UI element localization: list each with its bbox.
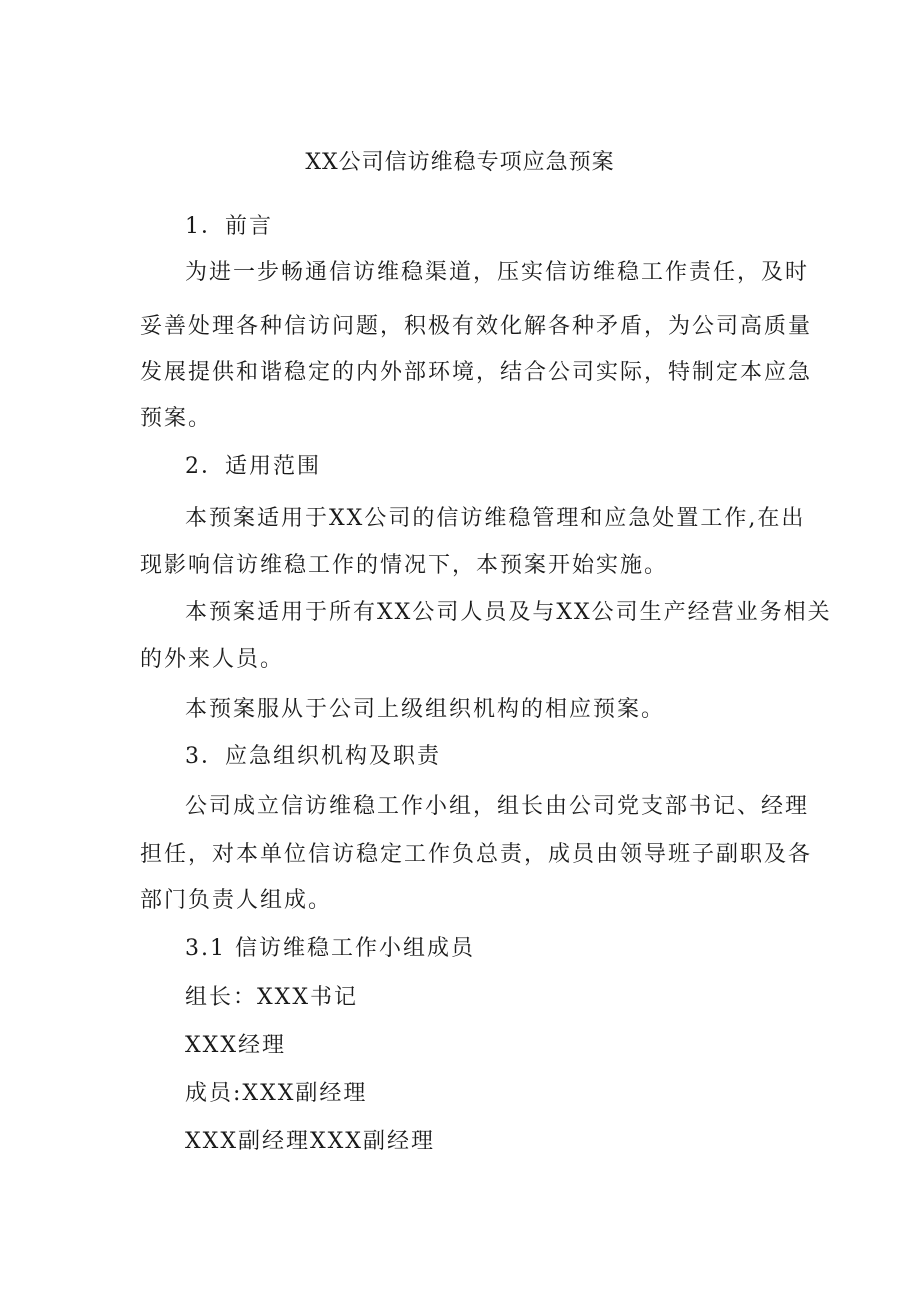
section-heading-1: 1．前言 — [185, 214, 273, 239]
member-line: XXX经理 — [185, 1033, 286, 1058]
member-line: 成员:XXX副经理 — [185, 1081, 368, 1106]
paragraph-line: 妥善处理各种信访问题，积极有效化解各种矛盾，为公司高质量 — [140, 314, 813, 339]
paragraph-line: 部门负责人组成。 — [140, 888, 333, 913]
paragraph-line: 的外来人员。 — [140, 647, 285, 672]
paragraph-line: 本预案服从于公司上级组织机构的相应预案。 — [185, 697, 666, 722]
paragraph-line: 本预案适用于所有XX公司人员及与XX公司生产经营业务相关 — [185, 600, 832, 625]
section-heading-3: 3．应急组织机构及职责 — [185, 744, 441, 769]
paragraph-line: 担任，对本单位信访稳定工作负总责，成员由领导班子副职及各 — [140, 842, 813, 867]
paragraph-line: 公司成立信访维稳工作小组，组长由公司党支部书记、经理 — [185, 794, 810, 819]
paragraph-line: 为进一步畅通信访维稳渠道，压实信访维稳工作责任，及时 — [185, 260, 810, 285]
section-heading-2: 2．适用范围 — [185, 454, 321, 479]
document-title: XX公司信访维稳专项应急预案 — [305, 150, 615, 175]
subsection-heading-3-1: 3.1 信访维稳工作小组成员 — [185, 936, 475, 961]
member-line: XXX副经理XXX副经理 — [185, 1129, 435, 1154]
paragraph-line: 本预案适用于XX公司的信访维稳管理和应急处置工作,在出 — [185, 506, 806, 531]
member-line: 组长：XXX书记 — [185, 985, 358, 1010]
paragraph-line: 发展提供和谐稳定的内外部环境，结合公司实际，特制定本应急 — [140, 360, 813, 385]
paragraph-line: 预案。 — [140, 406, 213, 431]
paragraph-line: 现影响信访维稳工作的情况下，本预案开始实施。 — [140, 553, 669, 578]
